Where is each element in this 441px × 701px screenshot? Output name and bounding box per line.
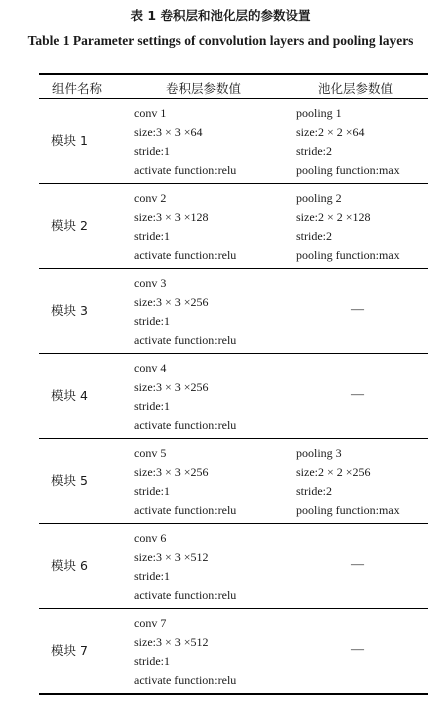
pool-empty-dash: —	[351, 556, 364, 571]
conv-params-cell	[134, 274, 236, 350]
conv-param-line: activate function:relu	[134, 163, 237, 177]
conv-param-line: stride:1	[134, 654, 170, 668]
pool-param-line: stride:2	[296, 144, 332, 158]
pool-param-line: stride:2	[296, 484, 332, 498]
module-name-cell: 模块 3	[51, 303, 88, 318]
module-name-cell: 模块 5	[51, 473, 88, 488]
conv-param-line: size:3 × 3 ×256	[134, 465, 209, 479]
conv-param-line: stride:1	[134, 314, 170, 328]
pool-empty-dash: —	[351, 641, 364, 656]
conv-param-line: activate function:relu	[134, 503, 237, 517]
conv-params-cell	[134, 359, 236, 435]
table-row	[39, 184, 428, 269]
conv-param-line: activate function:relu	[134, 673, 237, 687]
pool-param-line: size:2 × 2 ×128	[296, 210, 371, 224]
pool-param-line: pooling function:max	[296, 503, 400, 517]
conv-params-cell	[134, 614, 236, 690]
module-name-cell: 模块 6	[51, 558, 88, 573]
conv-param-line: size:3 × 3 ×512	[134, 635, 209, 649]
conv-param-line: conv 6	[134, 531, 167, 545]
pool-param-line: size:2 × 2 ×256	[296, 465, 371, 479]
module-name-cell: 模块 4	[51, 388, 88, 403]
module-name-cell: 模块 1	[51, 133, 88, 148]
conv-param-line: stride:1	[134, 399, 170, 413]
pool-empty-dash: —	[351, 386, 364, 401]
table-row	[39, 439, 428, 524]
table-row	[39, 609, 428, 694]
module-name-cell: 模块 7	[51, 643, 88, 658]
conv-param-line: stride:1	[134, 569, 170, 583]
header-conv-params: 卷积层参数值	[166, 81, 242, 96]
conv-param-line: size:3 × 3 ×128	[134, 210, 209, 224]
table-bottom-rule	[39, 693, 428, 695]
conv-param-line: conv 3	[134, 276, 167, 290]
table-top-rule	[39, 73, 428, 75]
header-component-name: 组件名称	[52, 81, 103, 96]
conv-param-line: conv 4	[134, 361, 167, 375]
conv-param-line: size:3 × 3 ×256	[134, 380, 209, 394]
table-row	[39, 99, 428, 184]
pool-param-line: pooling function:max	[296, 248, 400, 262]
conv-param-line: size:3 × 3 ×256	[134, 295, 209, 309]
conv-param-line: conv 2	[134, 191, 167, 205]
conv-param-line: activate function:relu	[134, 588, 237, 602]
pool-param-line: pooling 3	[296, 446, 342, 460]
conv-params-cell	[134, 529, 236, 605]
conv-param-line: conv 7	[134, 616, 167, 630]
conv-param-line: activate function:relu	[134, 418, 237, 432]
conv-params-cell	[134, 444, 236, 520]
module-name-cell: 模块 2	[51, 218, 88, 233]
pool-empty-dash: —	[351, 301, 364, 316]
conv-param-line: size:3 × 3 ×64	[134, 125, 203, 139]
conv-param-line: activate function:relu	[134, 333, 237, 347]
conv-params-cell	[134, 104, 236, 180]
conv-param-line: activate function:relu	[134, 248, 237, 262]
conv-param-line: stride:1	[134, 484, 170, 498]
pool-param-line: pooling 2	[296, 191, 342, 205]
table-row	[39, 524, 428, 609]
table-caption-chinese: 表 1 卷积层和池化层的参数设置	[130, 8, 311, 23]
pool-params-cell	[296, 444, 400, 520]
pool-param-line: size:2 × 2 ×64	[296, 125, 365, 139]
pool-params-cell	[296, 104, 400, 180]
pool-param-line: stride:2	[296, 229, 332, 243]
table-row	[39, 354, 428, 439]
table-caption-english: Table 1 Parameter settings of convolution layers and pooling layers	[27, 33, 414, 48]
conv-param-line: stride:1	[134, 229, 170, 243]
conv-param-line: size:3 × 3 ×512	[134, 550, 209, 564]
pool-param-line: pooling function:max	[296, 163, 400, 177]
table-row	[39, 269, 428, 354]
conv-params-cell	[134, 189, 236, 265]
conv-param-line: conv 1	[134, 106, 167, 120]
conv-param-line: stride:1	[134, 144, 170, 158]
conv-param-line: conv 5	[134, 446, 167, 460]
pool-params-cell	[296, 189, 400, 265]
pool-param-line: pooling 1	[296, 106, 342, 120]
header-pool-params: 池化层参数值	[318, 81, 394, 96]
